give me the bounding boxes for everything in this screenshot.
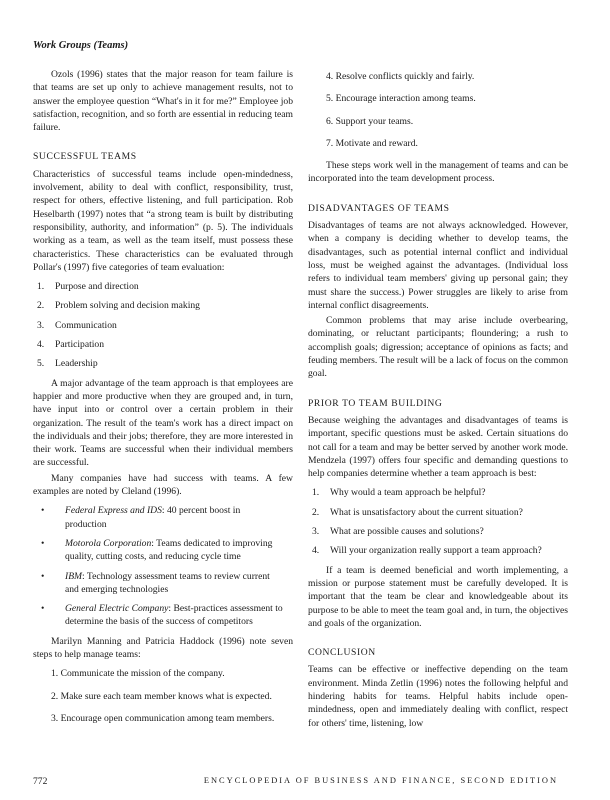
page-footer bbox=[33, 776, 558, 787]
list-item: 3. What are possible causes and solutions? bbox=[312, 526, 484, 538]
conclusion-paragraph: Teams can be effective or ineffective depending on the team environment. Minda Zetlin (1996) notes the following helpful and hindering habits for teams. Helpful habits include open-mindedness, open and immediately dealing with conflict, respect for others' time, listening, low bbox=[308, 664, 568, 729]
disadvantages-paragraph: Disadvantages of teams are not always acknowledged. However, when a company is deciding whether to develop teams, the disadvantages, such as potential internal conflict and individual loss, must be weighed against the advantages. (Individual loss refers to individual team members' giving up personal gain; they must share the success.) Power struggles are likely to arise from internal conflict disagreements. bbox=[308, 220, 568, 311]
common-problems-paragraph: Common problems that may arise include overbearing, dominating, or reluctant participants; floundering; a rush to accomplish goals; digression; acceptance of opinions as facts; and feuding members. The result will be a lack of focus on the common goal. bbox=[308, 315, 568, 380]
steps-paragraph: These steps work well in the management of teams and can be incorporated into the team development process. bbox=[308, 160, 568, 185]
list-item: 2. Make sure each team member knows what is expected. bbox=[51, 690, 272, 702]
left-column bbox=[33, 68, 293, 734]
list-item: 2. What is unsatisfactory about the current situation? bbox=[312, 506, 523, 518]
manning-paragraph: Marilyn Manning and Patricia Haddock (1996) note seven steps to help manage teams: bbox=[33, 635, 293, 660]
evaluation-categories-list bbox=[33, 280, 293, 370]
list-item: 7. Motivate and reward. bbox=[326, 137, 418, 149]
list-item: 1. Why would a team approach be helpful? bbox=[312, 487, 486, 499]
list-item: • Motorola Corporation: Teams dedicated to improving quality, cutting costs, and reducing cycle time bbox=[41, 537, 273, 563]
prior-to-team-building-heading: PRIOR TO TEAM BUILDING bbox=[308, 397, 443, 409]
company-examples-list bbox=[33, 504, 293, 628]
list-item: 6. Support your teams. bbox=[326, 115, 414, 127]
running-head: Work Groups (Teams) bbox=[33, 40, 129, 51]
mission-paragraph: If a team is deemed beneficial and worth implementing, a mission or purpose statement must be carefully developed. It is important that the team be clear and knowledgeable about its purpose to be able to meet the team goal and, in turn, the objectives and goals of the organization. bbox=[308, 564, 568, 629]
team-steps-list-continued bbox=[308, 70, 568, 150]
successful-teams-paragraph: Characteristics of successful teams include open-mindedness, involvement, ability to deal with conflict, responsibility, trust, respect for others, effective listening, and full participation. Rob Heselbarth (1997) notes that “a strong team is built by distributing responsibility, authority, and information” (p. 5). The individuals working as a team, as well as the team itself, must possess these characteristics. These characteristics can be evaluated through Pollar's (1997) five categories of team evaluation: bbox=[33, 168, 293, 273]
prior-paragraph: Because weighing the advantages and disadvantages of teams is important, specific questions must be asked. Certain situations do not call for a team and may be better served by another work mode. Mendzela (1997) offers four specific and demanding questions to help companies determine whether a team approach is best: bbox=[308, 414, 568, 480]
list-item: 2. Problem solving and decision making bbox=[37, 300, 200, 312]
team-steps-list bbox=[33, 667, 293, 725]
list-item: 4. Will your organization really support a team approach? bbox=[312, 545, 542, 557]
examples-paragraph: Many companies have had success with teams. A few examples are noted by Cleland (1996). bbox=[33, 472, 293, 498]
advantage-paragraph: A major advantage of the team approach is that employees are happier and more productive when they are grouped and, in turn, have input into or control over a certain problem in their organization. The result of the team's work has a direct impact on the individuals and their jobs; therefore, they are more interested in their work. Teams are successful when their individual members are successful. bbox=[33, 377, 293, 469]
list-item: • Federal Express and IDS: 40 percent boost in production bbox=[41, 505, 241, 530]
book-title: ENCYCLOPEDIA OF BUSINESS AND FINANCE, SECOND EDITION bbox=[203, 776, 558, 785]
right-column bbox=[308, 70, 568, 730]
intro-paragraph: Ozols (1996) states that the major reason for team failure is that teams are set up only to achieve management results, not to answer the employee question “What's in it for me?” Employee job satisfaction, recognition, and so forth are essential in reducing team failure. bbox=[33, 69, 293, 134]
list-item: 4. Resolve conflicts quickly and fairly. bbox=[326, 71, 475, 82]
successful-teams-heading: SUCCESSFUL TEAMS bbox=[33, 151, 137, 163]
list-item: 5. Encourage interaction among teams. bbox=[326, 93, 476, 105]
list-item: 5. Leadership bbox=[37, 358, 98, 370]
list-item: 4. Participation bbox=[37, 339, 105, 351]
list-item: 3. Communication bbox=[37, 319, 117, 331]
questions-list bbox=[308, 486, 568, 557]
conclusion-heading: CONCLUSION bbox=[308, 647, 376, 659]
list-item: • General Electric Company: Best-practices assessment to determine the basis of the success of competitors bbox=[41, 603, 283, 628]
list-item: 1. Purpose and direction bbox=[37, 281, 139, 293]
list-item: • IBM: Technology assessment teams to review current and emerging technologies bbox=[41, 570, 270, 595]
page-number: 772 bbox=[33, 776, 48, 787]
disadvantages-heading: DISADVANTAGES OF TEAMS bbox=[308, 202, 450, 214]
list-item: 3. Encourage open communication among team members. bbox=[51, 712, 275, 724]
list-item: 1. Communicate the mission of the company. bbox=[51, 668, 225, 680]
